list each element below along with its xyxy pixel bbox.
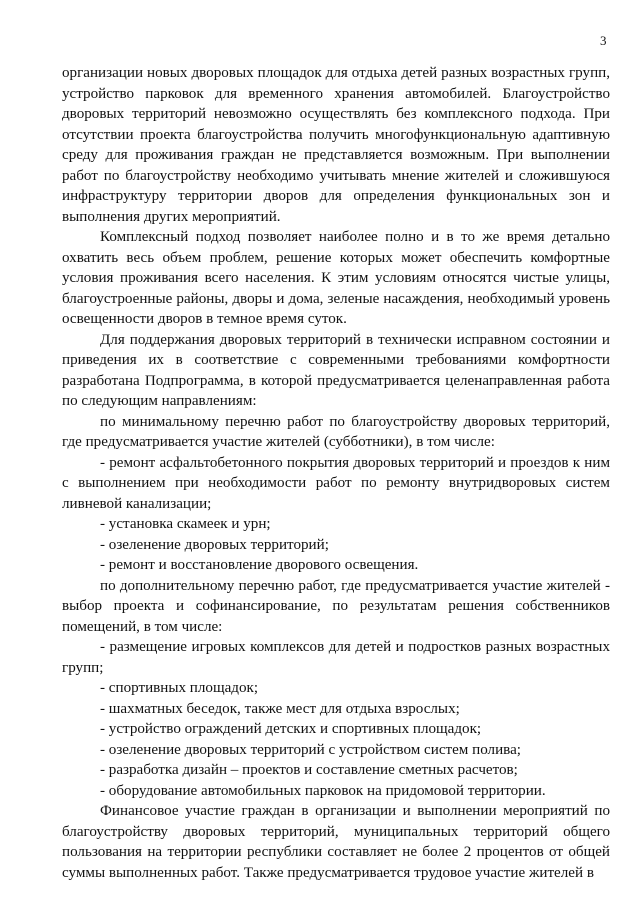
paragraph-additional-list-intro: по дополнительному перечню работ, где предусматривается участие жителей - выбор проекта и софинансирование, по результатам решения собственников помещений, в том числе:: [62, 577, 610, 635]
list-item: - шахматных беседок, также мест для отдыха взрослых;: [100, 700, 460, 717]
paragraph-subprogram: Для поддержания дворовых территорий в технически исправном состоянии и приведения их в соответствие с современными требованиями комфортности разработана Подпрограмма, в которой предусматривается целенаправленная работа по следующим направлениям:: [62, 331, 610, 409]
document-body: [62, 63, 610, 883]
paragraph-continuation: организации новых дворовых площадок для отдыха детей разных возрастных групп, устройство парковок для временного хранения автомобилей. Благоустройство дворовых территорий невозможно осуществлять без комплексного подхода. При отсутствии проекта благоустройства получить многофункциональную адаптивную среду для проживания граждан не представляется возможным. При выполнении работ по благоустройству необходимо учитывать мнение жителей и сложившуюся инфраструктуру территории дворов для определения функциональных зон и выполнения других мероприятий.: [62, 65, 610, 225]
list-item: - разработка дизайн – проектов и составление сметных расчетов;: [100, 762, 518, 778]
list-item: - ремонт и восстановление дворового освещения.: [100, 557, 419, 573]
paragraph-complex-approach: Комплексный подход позволяет наиболее полно и в то же время детально охватить весь объем проблем, решение которых может обеспечить комфортные условия проживания всего населения. К этим условиям относятся чистые улицы, благоустроенные районы, дворы и дома, зеленые насаждения, необходимый уровень освещенности дворов в темное время суток.: [62, 229, 610, 327]
list-item: - озеленение дворовых территорий;: [100, 536, 329, 553]
list-item: - оборудование автомобильных парковок на придомовой территории.: [100, 782, 546, 799]
list-item: - ремонт асфальтобетонного покрытия дворовых территорий и проездов к ним с выполнением при необходимости работ по ремонту внутридворовых систем ливневой канализации;: [62, 454, 610, 512]
additional-works-list: [62, 637, 610, 801]
list-item: - спортивных площадок;: [100, 680, 259, 696]
list-item: - устройство ограждений детских и спортивных площадок;: [100, 721, 482, 737]
list-item: - озеленение дворовых территорий с устройством систем полива;: [100, 741, 521, 758]
paragraph-minimal-list-intro: по минимальному перечню работ по благоустройству дворовых территорий, где предусматривается участие жителей (субботники), в том числе:: [62, 413, 610, 450]
minimal-works-list: [62, 453, 610, 576]
page-number: 3: [600, 33, 607, 48]
list-item: - установка скамеек и урн;: [100, 516, 271, 532]
list-item: - размещение игровых комплексов для детей и подростков разных возрастных групп;: [62, 639, 610, 676]
paragraph-financial-participation: Финансовое участие граждан в организации и выполнении мероприятий по благоустройству дворовых территорий, муниципальных территорий общего пользования на территории республики составляет не более 2 процентов от общей суммы выполненных работ. Также предусматривается трудовое участие жителей в: [62, 803, 610, 881]
